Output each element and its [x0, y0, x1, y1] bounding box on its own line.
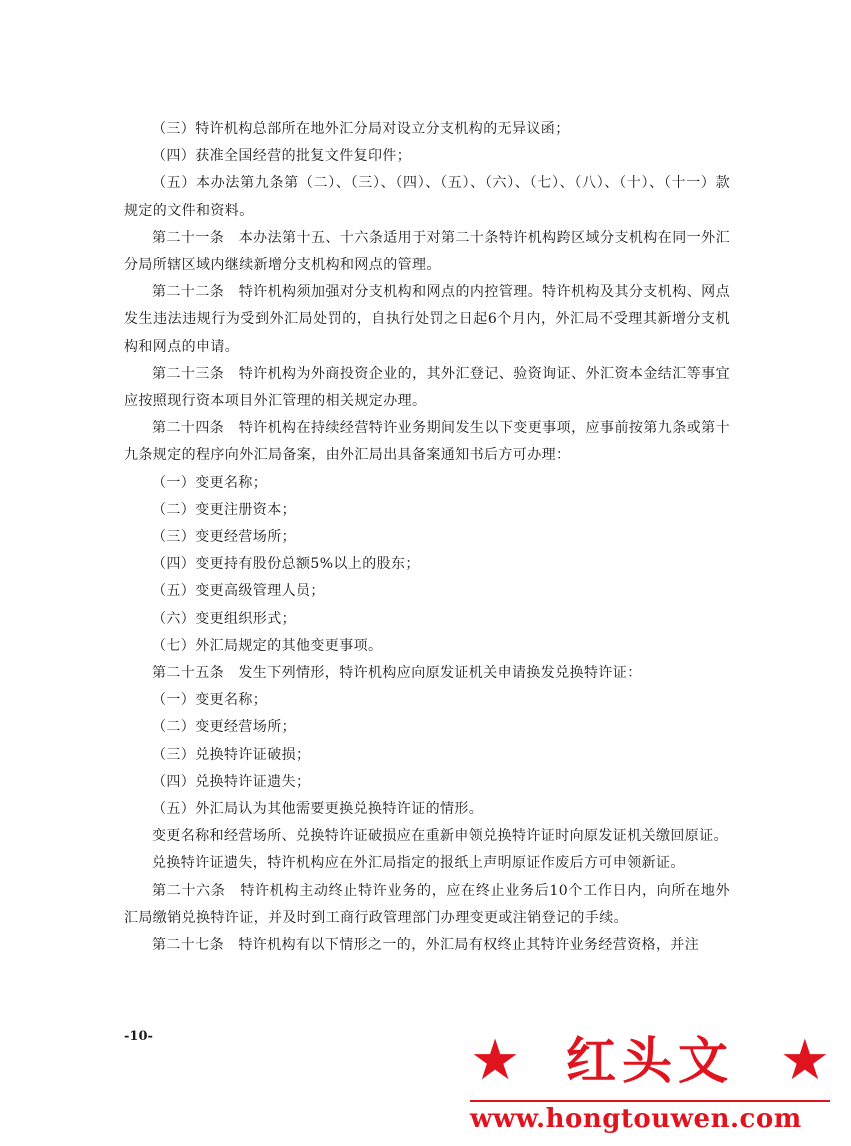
- watermark-title: [470, 1026, 830, 1096]
- list-item: （一）变更名称；: [152, 692, 268, 709]
- article-22: 第二十二条 特许机构须加强对分支机构和网点的内控管理。特许机构及其分支机构、网点发生违法违规行为受到外汇局处罚的，自执行处罚之日起6个月内，外汇局不受理其新增分支机构和网点的申请。: [124, 284, 730, 355]
- list-item: （二）变更注册资本；: [152, 501, 296, 518]
- watermark-divider: [470, 1100, 830, 1102]
- list-item: （三）变更经营场所；: [152, 529, 296, 546]
- watermark-url: www.hongtouwen.com: [470, 1104, 802, 1134]
- article-25: 第二十五条 发生下列情形，特许机构应向原发证机关申请换发兑换特许证：: [152, 665, 642, 682]
- list-item: （六）变更组织形式；: [152, 610, 296, 627]
- list-item: （五）变更高级管理人员；: [152, 583, 325, 600]
- list-item: （二）变更经营场所；: [152, 719, 296, 736]
- star-icon: ★: [470, 1028, 521, 1093]
- list-item: （三）兑换特许证破损；: [152, 746, 311, 763]
- article-21: 第二十一条 本办法第十五、十六条适用于对第二十条特许机构跨区域分支机构在同一外汇分局所辖区域内继续新增分支机构和网点的管理。: [124, 229, 730, 274]
- article-24: 第二十四条 特许机构在持续经营特许业务期间发生以下变更事项，应事前按第九条或第十九条规定的程序向外汇局备案，由外汇局出具备案通知书后方可办理：: [124, 420, 730, 464]
- article-23: 第二十三条 特许机构为外商投资企业的，其外汇登记、验资询证、外汇资本金结汇等事宜应按照现行资本项目外汇管理的相关规定办理。: [124, 365, 730, 410]
- list-item: （一）变更名称；: [152, 474, 268, 491]
- paragraph: （三）特许机构总部所在地外汇分局对设立分支机构的无异议函；: [152, 121, 570, 137]
- paragraph: （四）获准全国经营的批复文件复印件；: [152, 148, 412, 165]
- list-item: （七）外汇局规定的其他变更事项。: [152, 637, 383, 654]
- list-item: （四）兑换特许证遗失；: [152, 773, 311, 790]
- page-number: -10-: [124, 1029, 153, 1044]
- watermark-text: 红头文: [566, 1031, 734, 1090]
- list-item: （四）变更持有股份总额5%以上的股东；: [152, 556, 420, 573]
- paragraph: 变更名称和经营场所、兑换特许证破损应在重新申领兑换特许证时向原发证机关缴回原证。: [152, 828, 728, 845]
- article-26: 第二十六条 特许机构主动终止特许业务的，应在终止业务后10个工作日内，向所在地外汇局缴销兑换特许证，并及时到工商行政管理部门办理变更或注销登记的手续。: [124, 882, 730, 926]
- paragraph: 兑换特许证遗失，特许机构应在外汇局指定的报纸上声明原证作废后方可申领新证。: [152, 855, 685, 872]
- article-27: 第二十七条 特许机构有以下情形之一的，外汇局有权终止其特许业务经营资格，并注: [152, 937, 700, 954]
- list-item: （五）外汇局认为其他需要更换兑换特许证的情形。: [152, 801, 484, 818]
- paragraph: （五）本办法第九条第（二）、（三）、（四）、（五）、（六）、（七）、（八）、（十）、（十一）款规定的文件和资料。: [124, 175, 730, 219]
- watermark: [470, 1026, 830, 1136]
- document-body: [124, 116, 730, 959]
- star-icon: ★: [779, 1028, 830, 1093]
